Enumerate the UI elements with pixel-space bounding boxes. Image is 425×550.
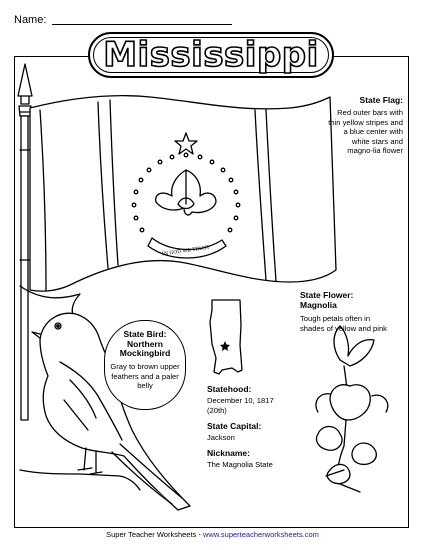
footer-link[interactable]: www.superteacherworksheets.com — [202, 530, 319, 539]
bird-heading — [104, 330, 186, 359]
state-outline — [210, 300, 242, 374]
banner-text: IN GOD WE TRUST — [161, 245, 211, 258]
flag-heading: State Flag: — [359, 95, 403, 105]
statehood-value-line1: December 10, 1817 — [207, 396, 274, 405]
statehood-heading: Statehood: — [207, 384, 252, 394]
bird-heading-line1: State Bird: — [123, 329, 167, 339]
bird-description: Gray to brown upper feathers and a paler belly — [110, 362, 180, 391]
page-title: Mississippi — [103, 35, 319, 75]
capital-value: Jackson — [207, 433, 235, 442]
capital-heading: State Capital: — [207, 421, 262, 431]
nickname-heading: Nickname: — [207, 448, 250, 458]
flower-heading-line2: Magnolia — [300, 300, 337, 310]
footer — [0, 530, 425, 539]
flower-heading — [300, 290, 353, 310]
statehood-value-line2: (20th) — [207, 406, 227, 415]
name-label: Name: — [14, 14, 47, 26]
flower-description: Tough petals often in shades of yellow and pink — [300, 314, 387, 333]
footer-text: Super Teacher Worksheets - — [106, 530, 203, 539]
bird-heading-line2: Northern — [127, 338, 163, 349]
bird-heading-line3: Mockingbird — [119, 348, 171, 358]
flag-description: Red outer bars with thin yellow stripes and a blue center with white stars and magno-lia flower — [328, 108, 403, 156]
flower-heading-line1: State Flower: — [300, 290, 354, 300]
nickname-value: The Magnolia State — [207, 460, 273, 469]
magnolia-branch — [316, 326, 388, 492]
